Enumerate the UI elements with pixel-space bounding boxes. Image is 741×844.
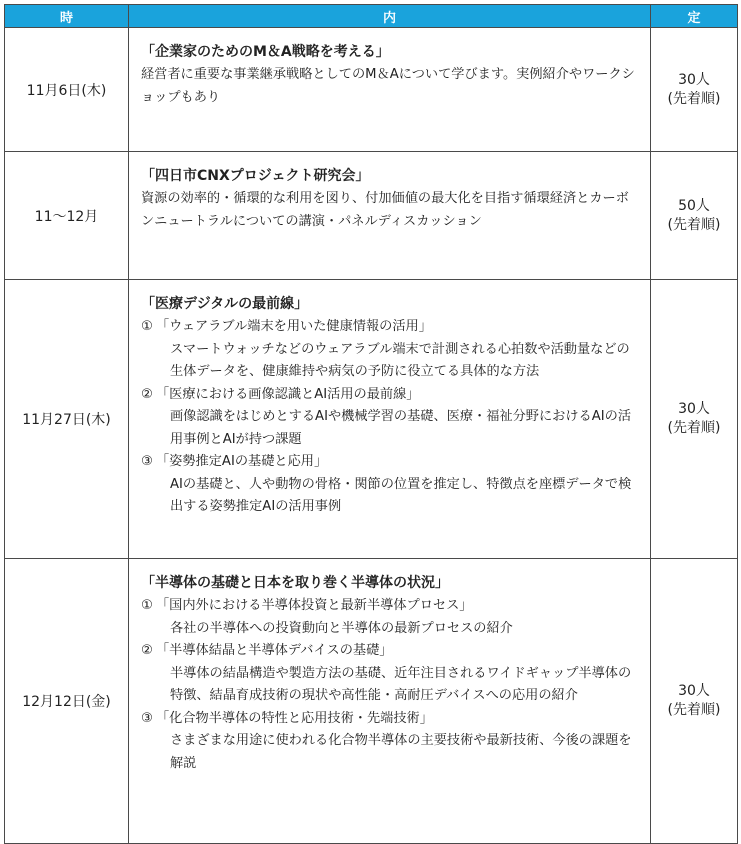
row-capacity [651,280,738,559]
capacity-note: (先着順) [667,90,721,107]
row-title: 「企業家のためのM＆A戦略を考える」 [141,44,390,60]
row-title: 「医療デジタルの最前線」 [141,296,309,312]
item-title: 「医療における画像認識とAI活用の最前線」 [156,386,420,402]
list-item-heading [141,316,642,339]
row-content [129,559,651,844]
item-number: ③ [141,710,153,726]
list-item-body: 画像認識をはじめとするAIや機械学習の基礎、医療・福祉分野におけるAIの活用事例とAIが持つ課題 [170,409,632,447]
row-date: 12月12日(金) [5,559,129,844]
list-item-body: 各社の半導体への投資動向と半導体の最新プロセスの紹介 [170,620,513,636]
item-number: ② [141,643,153,658]
item-title: 「化合物半導体の特性と応用技術・先端技術」 [156,710,433,726]
row-content [129,152,651,280]
capacity-value: 30人 [678,683,710,699]
item-title: 「半導体結晶と半導体デバイスの基礎」 [156,643,393,658]
list-item-heading [141,640,642,663]
table-row [5,559,738,844]
table-row [5,152,738,280]
table-row [5,28,738,152]
list-item-heading [141,708,642,731]
item-number: ① [141,319,153,334]
header-capacity: 定 [651,5,738,28]
row-body: 資源の効率的・循環的な利用を図り、付加価値の最大化を目指す循環経済とカーボンニュートラルについての講演・パネルディスカッション [141,191,629,229]
table-row [5,280,738,559]
capacity-note: (先着順) [667,216,721,233]
capacity-value: 50人 [678,197,710,214]
list-item-body: AIの基礎と、人や動物の骨格・関節の位置を推定し、特徴点を座標データで検出する姿勢推定AIの活用事例 [170,476,632,514]
row-title: 「半導体の基礎と日本を取り巻く半導体の状況」 [141,575,449,591]
row-capacity [651,28,738,152]
capacity-value: 30人 [678,71,710,88]
schedule-table-wrapper [4,4,737,844]
capacity-note: (先着順) [667,702,721,718]
row-content [129,28,651,152]
capacity-note: (先着順) [667,420,721,436]
list-item-body: 半導体の結晶構造や製造方法の基礎、近年注目されるワイドギャップ半導体の特徴、結晶育成技術の現状や高性能・高耐圧デバイスへの応用の紹介 [170,665,632,703]
row-date: 11月6日(木) [5,28,129,152]
row-content [129,280,651,559]
item-title: 「国内外における半導体投資と最新半導体プロセス」 [156,598,473,613]
item-number: ① [141,598,153,613]
list-item-heading [141,384,642,407]
header-date: 時 [5,5,129,28]
item-title: 「姿勢推定AIの基礎と応用」 [156,454,328,469]
row-date: 11～12月 [5,152,129,280]
list-item-heading [141,451,642,474]
row-capacity [651,152,738,280]
header-content: 内 [129,5,651,28]
list-item-body: スマートウォッチなどのウェアラブル端末で計測される心拍数や活動量などの生体データを、健康維持や病気の予防に役立てる具体的な方法 [170,341,630,379]
item-number: ② [141,386,153,402]
list-item-heading [141,595,642,618]
list-item-body: さまざまな用途に使われる化合物半導体の主要技術や最新技術、今後の課題を解説 [170,733,632,771]
item-title: 「ウェアラブル端末を用いた健康情報の活用」 [156,319,432,334]
row-title: 「四日市CNXプロジェクト研究会」 [141,168,370,184]
schedule-table [4,4,738,844]
row-date: 11月27日(木) [5,280,129,559]
table-header-row [5,5,738,28]
row-capacity [651,559,738,844]
row-body: 経営者に重要な事業継承戦略としてのM＆Aについて学びます。実例紹介やワークショップもあり [141,67,635,105]
capacity-value: 30人 [678,401,710,417]
item-number: ③ [141,454,153,469]
